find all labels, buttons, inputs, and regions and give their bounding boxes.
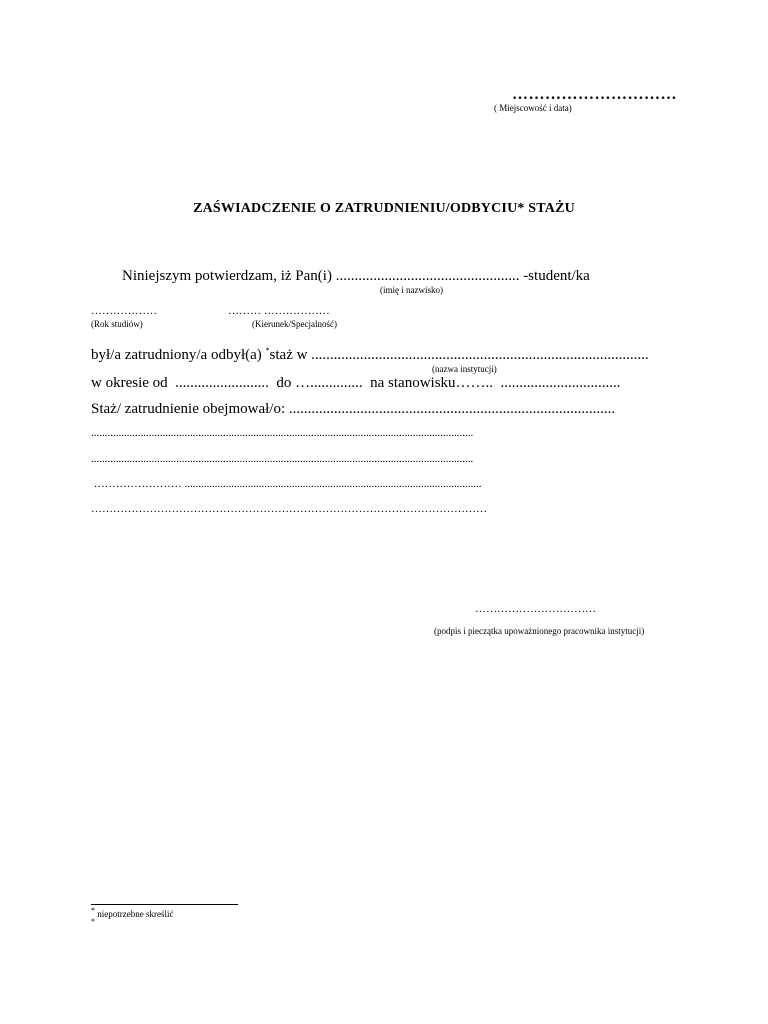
footnote-2-mark: * [91, 917, 95, 926]
footnote-1-text: niepotrzebne skreślić [95, 909, 174, 919]
institution-line-text-a: był/a zatrudniony/a odbył(a) [91, 347, 266, 363]
period-position-line: w okresie od ......................... do ….............. na stanowisku…….. ................................ [91, 375, 621, 391]
footnote-divider [91, 904, 238, 905]
signature-dots: …………………………… [475, 603, 596, 615]
study-year-dots: ……………… [91, 305, 157, 317]
blank-dot-line: ……………………………………………………………………………………………… [91, 503, 487, 515]
scope-line: Staż/ zatrudnienie obejmował/o: ....................................................................................... [91, 401, 616, 417]
signature-label: (podpis i pieczątka upoważnionego pracownika instytucji) [434, 626, 645, 636]
blank-dot-line: …………………… ............................................................................................................ [91, 478, 482, 490]
study-year-caption: (Rok studiów) [91, 319, 143, 329]
field-of-study-caption: (Kierunek/Specjalność) [252, 319, 337, 329]
student-name-line: Niniejszym potwierdzam, iż Pan(i) ................................................. -student/ka [122, 268, 590, 284]
footnote-1 [91, 906, 174, 919]
blank-dot-line: ........................................................................................................................................... [91, 453, 474, 465]
place-date-dots: ………………………… [512, 86, 677, 103]
student-name-caption: (imię i nazwisko) [380, 285, 443, 295]
field-of-study-dots: ……… ……………… [228, 305, 330, 317]
document-title: ZAŚWIADCZENIE O ZATRUDNIENIU/ODBYCIU* STAŻU [193, 201, 575, 216]
institution-line [91, 347, 649, 364]
institution-line-text-b: staż w .......................................................................................... [269, 347, 649, 363]
institution-caption: (nazwa instytucji) [432, 364, 497, 374]
place-date-label: ( Miejscowość i data) [494, 103, 572, 113]
footnote-1-mark: * [91, 906, 95, 915]
footnote-2 [91, 917, 95, 930]
footnote-marker: * [265, 346, 270, 355]
blank-dot-line: ........................................................................................................................................... [91, 427, 474, 439]
